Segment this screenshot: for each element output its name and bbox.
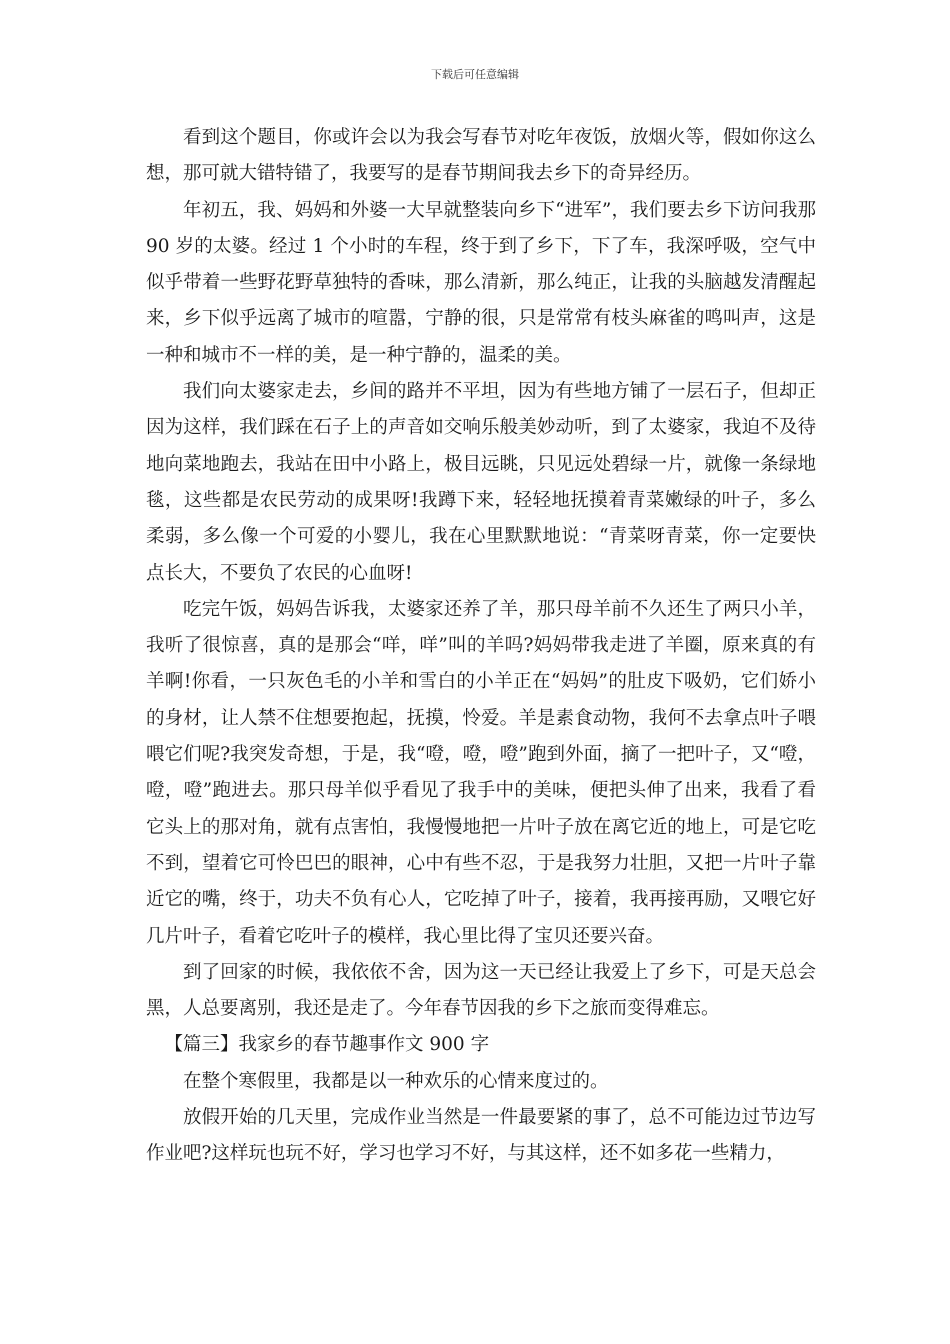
paragraph: 年初五，我、妈妈和外婆一大早就整装向乡下“进军”，我们要去乡下访问我那 90 岁的太婆。经过 1 个小时的车程，终于到了乡下，下了车，我深呼吸，空气中似乎带着一些野花野草独特的香味，那么清新，那么纯正，让我的头脑越发清醒起来，乡下似乎远离了城市的喧嚣，宁静的很，只是常常有枝头麻雀的鸣叫声，这是一种和城市不一样的美，是一种宁静的，温柔的美。: [146, 199, 816, 366]
section-heading: 【篇三】我家乡的春节趣事作文 900 字: [164, 1034, 490, 1056]
paragraph: 吃完午饭，妈妈告诉我，太婆家还养了羊，那只母羊前不久还生了两只小羊，我听了很惊喜，真的是那会“咩，咩”叫的羊吗?妈妈带我走进了羊圈，原来真的有羊啊!你看，一只灰色毛的小羊和雪白的小羊正在“妈妈”的肚皮下吸奶，它们娇小的身材，让人禁不住想要抱起，抚摸，怜爱。羊是素食动物，我何不去拿点叶子喂喂它们呢?我突发奇想，于是，我“噔，噔，噔”跑到外面，摘了一把叶子，又“噔，噔，噔”跑进去。那只母羊似乎看见了我手中的美味，便把头伸了出来，我看了看它头上的那对角，就有点害怕，我慢慢地把一片叶子放在离它近的地上，可是它吃不到，望着它可怜巴巴的眼神，心中有些不忍，于是我努力壮胆，又把一片叶子靠近它的嘴，终于，功夫不负有心人，它吃掉了叶子，接着，我再接再励，又喂它好几片叶子，看着它吃叶子的模样，我心里比得了宝贝还要兴奋。: [146, 598, 816, 947]
paragraph: 看到这个题目，你或许会以为我会写春节对吃年夜饭，放烟火等，假如你这么想，那可就大错特错了，我要写的是春节期间我去乡下的奇异经历。: [146, 127, 816, 185]
paragraph: 到了回家的时候，我依依不舍，因为这一天已经让我爱上了乡下，可是天总会黑，人总要离别，我还是走了。今年春节因我的乡下之旅而变得难忘。: [146, 961, 816, 1020]
article-body: [146, 120, 816, 1173]
paragraph: 在整个寒假里，我都是以一种欢乐的心情来度过的。: [183, 1070, 609, 1092]
paragraph: 我们向太婆家走去，乡间的路并不平坦，因为有些地方铺了一层石子，但却正因为这样，我们踩在石子上的声音如交响乐般美妙动听，到了太婆家，我迫不及待地向菜地跑去，我站在田中小路上，极目远眺，只见远处碧绿一片，就像一条绿地毯，这些都是农民劳动的成果呀!我蹲下来，轻轻地抚摸着青菜嫩绿的叶子，多么柔弱，多么像一个可爱的小婴儿，我在心里默默地说：“青菜呀青菜，你一定要快点长大，不要负了农民的心血呀!: [146, 381, 816, 584]
page-header: 下载后可任意编辑: [431, 68, 519, 81]
paragraph: 放假开始的几天里，完成作业当然是一件最要紧的事了，总不可能边过节边写作业吧?这样玩也玩不好，学习也学习不好，与其这样，还不如多花一些精力，: [146, 1107, 816, 1165]
